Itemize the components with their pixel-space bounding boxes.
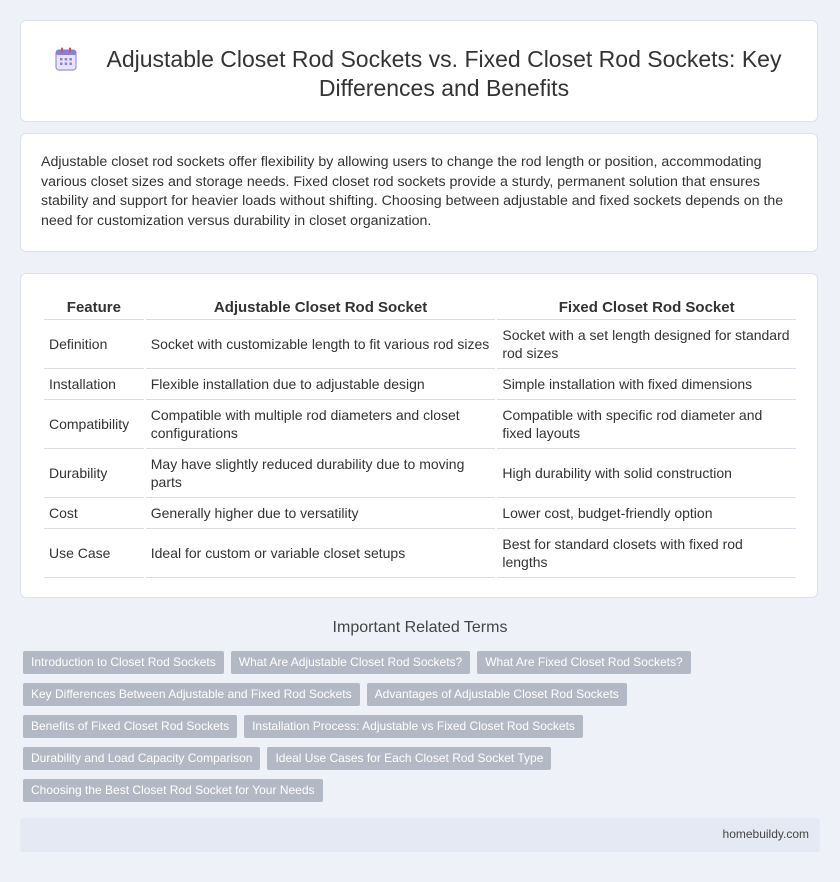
page-title: Adjustable Closet Rod Sockets vs. Fixed Closet Rod Sockets: Key Differences and Benefits [106,46,782,101]
related-term-tag[interactable]: Benefits of Fixed Closet Rod Sockets [23,715,237,738]
table-cell: Generally higher due to versatility [146,498,496,529]
table-row [44,320,796,369]
table-cell: Flexible installation due to adjustable design [146,369,496,400]
calendar-icon [55,47,77,71]
table-cell: Best for standard closets with fixed rod lengths [497,529,796,578]
related-term-tag[interactable]: Durability and Load Capacity Comparison [23,747,260,770]
table-cell: Durability [44,449,144,498]
column-header: Adjustable Closet Rod Socket [146,295,496,320]
table-cell: Use Case [44,529,144,578]
table-cell: Compatible with specific rod diameter and fixed layouts [497,400,796,449]
related-term-tag[interactable]: Ideal Use Cases for Each Closet Rod Socket Type [267,747,551,770]
related-term-tag[interactable]: What Are Adjustable Closet Rod Sockets? [231,651,470,674]
comparison-table [42,295,798,578]
table-cell: Compatible with multiple rod diameters and closet configurations [146,400,496,449]
title-card [20,20,818,122]
related-term-tag[interactable]: Choosing the Best Closet Rod Socket for Your Needs [23,779,323,802]
related-term-tag[interactable]: Key Differences Between Adjustable and Fixed Rod Sockets [23,683,360,706]
related-terms-heading: Important Related Terms [332,619,508,636]
intro-paragraph: Adjustable closet rod sockets offer flexibility by allowing users to change the rod length or position, accommodating various closet sizes and storage needs. Fixed closet rod sockets provide a sturdy, permanent solution that ensures stability and support for heavier loads without shifting. Choosing between adjustable and fixed sockets depends on the need for customization versus durability in closet organization. [41,154,784,229]
comparison-card [20,273,818,598]
table-cell: May have slightly reduced durability due to moving parts [146,449,496,498]
table-cell: Ideal for custom or variable closet setups [146,529,496,578]
related-term-tag[interactable]: Advantages of Adjustable Closet Rod Sockets [367,683,627,706]
table-cell: Socket with customizable length to fit various rod sizes [146,320,496,369]
related-term-tag[interactable]: What Are Fixed Closet Rod Sockets? [477,651,690,674]
related-term-tag[interactable]: Installation Process: Adjustable vs Fixed Closet Rod Sockets [244,715,583,738]
table-cell: Lower cost, budget-friendly option [497,498,796,529]
column-header: Feature [44,295,144,320]
table-cell: Simple installation with fixed dimensions [497,369,796,400]
intro-card [20,133,818,252]
table-cell: Definition [44,320,144,369]
table-row [44,498,796,529]
related-terms-list [23,651,823,811]
table-cell: Socket with a set length designed for standard rod sizes [497,320,796,369]
table-row [44,400,796,449]
table-cell: Compatibility [44,400,144,449]
table-cell: Installation [44,369,144,400]
table-row [44,369,796,400]
table-cell: High durability with solid construction [497,449,796,498]
table-row [44,529,796,578]
table-header-row [44,295,796,320]
footer-site-link[interactable]: homebuildy.com [722,827,809,841]
related-term-tag[interactable]: Introduction to Closet Rod Sockets [23,651,224,674]
footer [20,818,820,852]
column-header: Fixed Closet Rod Socket [497,295,796,320]
table-cell: Cost [44,498,144,529]
table-row [44,449,796,498]
